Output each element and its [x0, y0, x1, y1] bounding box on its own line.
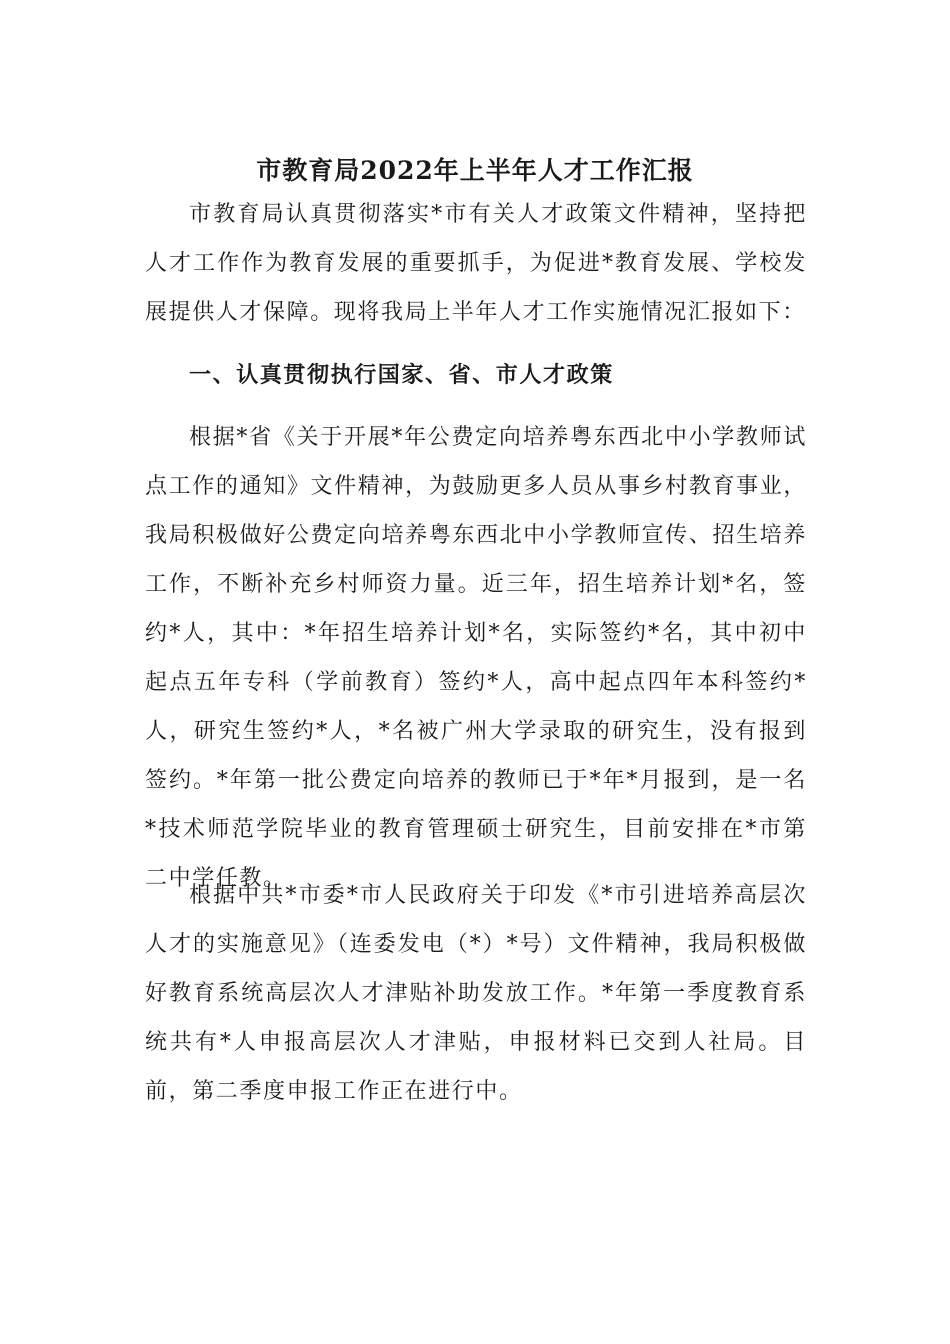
body-paragraph: 根据*省《关于开展*年公费定向培养粤东西北中小学教师试点工作的通知》文件精神，为鼓励更多人员从事乡村教育事业，我局积极做好公费定向培养粤东西北中小学教师宣传、招生培养工作，不断补充乡村师资力量。近三年，招生培养计划*名，签约*人，其中：*年招生培养计划*名，实际签约*名，其中初中起点五年专科（学前教育）签约*人，高中起点四年本科签约*人，研究生签约*人，*名被广州大学录取的研究生，没有报到签约。*年第一批公费定向培养的教师已于*年*月报到，是一名*技术师范学院毕业的教育管理硕士研究生，目前安排在*市第二中学任教。: [145, 425, 807, 891]
section-heading: 一、认真贯彻执行国家、省、市人才政策: [189, 362, 614, 388]
document-title: 市教育局2022年上半年人才工作汇报: [256, 155, 694, 185]
body-paragraph: 根据中共*市委*市人民政府关于印发《*市引进培养高层次人才的实施意见》（连委发电（*）*号）文件精神，我局积极做好教育系统高层次人才津贴补助发放工作。*年第一季度教育系统共有*人申报高层次人才津贴，申报材料已交到人社局。目前，第二季度申报工作正在进行中。: [145, 883, 807, 1104]
intro-paragraph: 市教育局认真贯彻落实*市有关人才政策文件精神，坚持把人才工作作为教育发展的重要抓手，为促进*教育发展、学校发展提供人才保障。现将我局上半年人才工作实施情况汇报如下：: [145, 202, 807, 325]
